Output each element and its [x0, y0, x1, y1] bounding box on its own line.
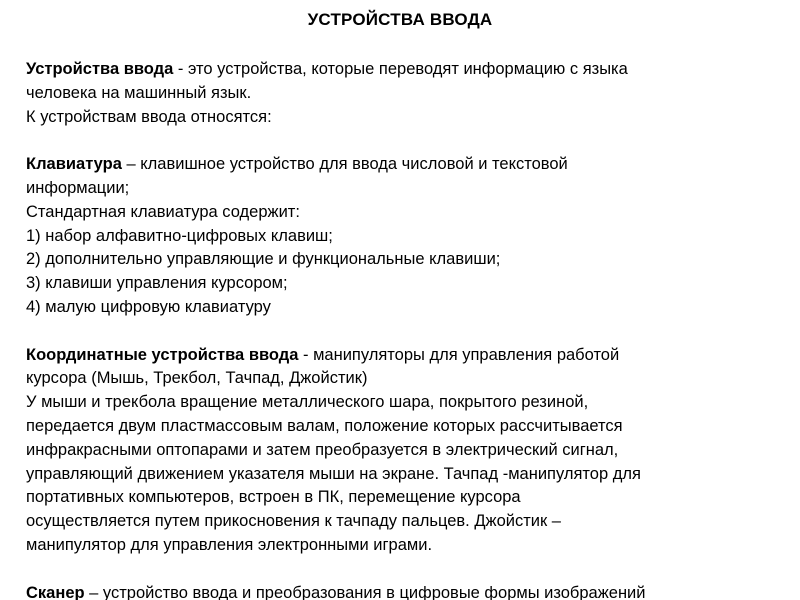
intro-definition: - это устройства, которые переводят информацию с языка [173, 60, 628, 78]
keyboard-line-3: Стандартная клавиатура содержит: [26, 202, 300, 221]
keyboard-list-item: 4) малую цифровую клавиатуру [26, 297, 271, 316]
pointing-line: управляющий движением указателя мыши на экране. Тачпад -манипулятор для [26, 464, 641, 483]
intro-line-3: К устройствам ввода относятся: [26, 107, 272, 126]
spacer [26, 320, 786, 344]
intro-line-1 [26, 58, 786, 82]
pointing-term: Координатные устройства ввода [26, 345, 299, 364]
page-title: УСТРОЙСТВА ВВОДА [307, 10, 493, 29]
scanner-definition: – устройство ввода и преобразования в цифровые формы изображений [84, 583, 646, 600]
pointing-line: осуществляется путем прикосновения к тачпаду пальцев. Джойстик – [26, 512, 561, 531]
keyboard-line-2: информации; [26, 178, 130, 197]
pointing-line: У мыши и трекбола вращение металлического шара, покрытого резиной, [26, 393, 589, 412]
keyboard-list-item: 2) дополнительно управляющие и функциональные клавиши; [26, 250, 501, 269]
pointing-line-1 [26, 344, 786, 368]
keyboard-term: Клавиатура [26, 155, 122, 174]
spacer [26, 129, 786, 153]
intro-term: Устройства ввода [26, 60, 174, 78]
keyboard-list-item: 1) набор алфавитно-цифровых клавиш; [26, 226, 333, 245]
pointing-line: курсора (Мышь, Трекбол, Тачпад, Джойстик) [26, 369, 368, 388]
intro-line-2: человека на машинный язык. [26, 83, 252, 102]
pointing-line: передается двум пластмассовым валам, положение которых рассчитывается [26, 416, 623, 435]
scanner-line-1 [26, 582, 786, 600]
scanner-term: Сканер [26, 583, 85, 600]
pointing-line: манипулятор для управления электронными играми. [26, 535, 433, 554]
document-body [26, 58, 786, 600]
pointing-line: инфракрасными оптопарами и затем преобразуется в электрический сигнал, [26, 440, 619, 459]
spacer [26, 558, 786, 582]
pointing-definition: - манипуляторы для управления работой [298, 345, 620, 364]
keyboard-list-item: 3) клавиши управления курсором; [26, 274, 288, 293]
pointing-line: портативных компьютеров, встроен в ПК, перемещение курсора [26, 488, 521, 507]
keyboard-definition: – клавишное устройство для ввода числовой и текстовой [121, 155, 568, 174]
keyboard-line-1 [26, 153, 786, 177]
